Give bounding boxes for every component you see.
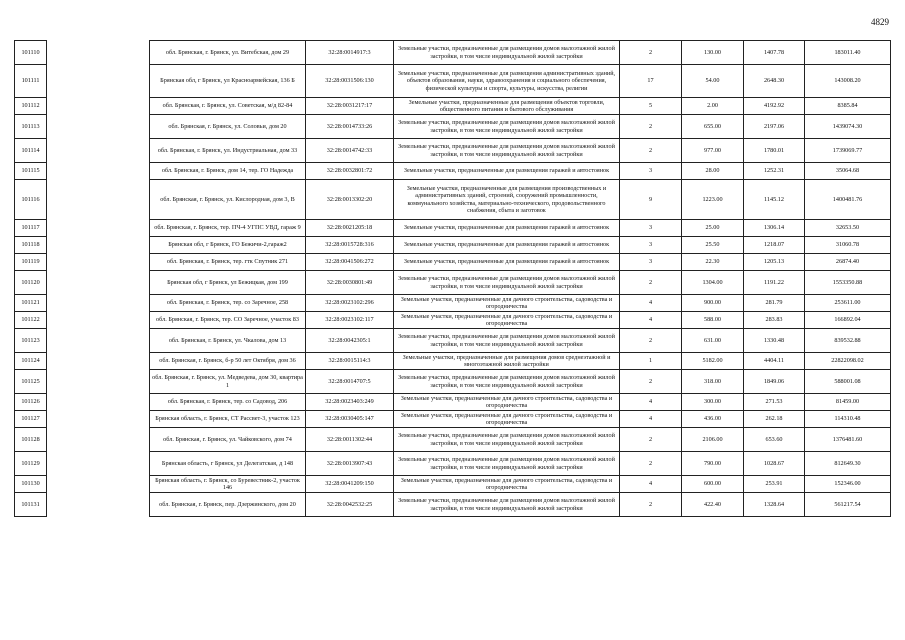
cell-record-id: 101128 — [15, 428, 47, 452]
cell-group: 2 — [620, 139, 682, 163]
cell-cadastral-value: 31060.78 — [805, 237, 891, 254]
table-row — [15, 394, 891, 411]
cell-specific-value: 2197.06 — [744, 115, 805, 139]
cell-area: 130.00 — [682, 41, 744, 65]
cell-specific-value: 1407.78 — [744, 41, 805, 65]
cell-spacer — [47, 452, 150, 476]
table-row — [15, 139, 891, 163]
cell-spacer — [47, 411, 150, 428]
cell-cadastral-number: 32:28:0023102:117 — [306, 312, 394, 329]
cell-land-use: Земельные участки, предназначенные для дачного строительства, садоводства и огородничества — [394, 394, 620, 411]
cell-specific-value: 1780.01 — [744, 139, 805, 163]
cell-spacer — [47, 163, 150, 180]
cell-record-id: 101129 — [15, 452, 47, 476]
cell-address: обл. Брянская, г. Брянск, тер. со Заречное, 258 — [150, 295, 306, 312]
cell-cadastral-number: 32:28:0042532:25 — [306, 493, 394, 517]
cell-land-use: Земельные участки, предназначенные для размещения домов малоэтажной жилой застройки, в том числе индивидуальной жилой застройки — [394, 493, 620, 517]
cell-group: 2 — [620, 329, 682, 353]
cell-record-id: 101131 — [15, 493, 47, 517]
cell-group: 4 — [620, 295, 682, 312]
cell-area: 22.30 — [682, 254, 744, 271]
cell-specific-value: 1145.12 — [744, 180, 805, 220]
cell-address: обл. Брянская, г. Брянск, ул. Чайковского, дом 74 — [150, 428, 306, 452]
cell-specific-value: 1028.67 — [744, 452, 805, 476]
cell-cadastral-number: 32:28:0041506:272 — [306, 254, 394, 271]
cell-record-id: 101113 — [15, 115, 47, 139]
cell-cadastral-number: 32:28:0031506:130 — [306, 65, 394, 98]
cell-spacer — [47, 254, 150, 271]
cell-land-use: Земельные участки, предназначенные для размещения домов малоэтажной жилой застройки, в том числе индивидуальной жилой застройки — [394, 139, 620, 163]
cell-specific-value: 2648.30 — [744, 65, 805, 98]
cell-group: 3 — [620, 163, 682, 180]
cell-group: 3 — [620, 254, 682, 271]
cell-address: обл. Брянская, г. Брянск, ул. Советская, м/д 82-84 — [150, 98, 306, 115]
cell-specific-value: 1306.14 — [744, 220, 805, 237]
cell-spacer — [47, 115, 150, 139]
cell-group: 2 — [620, 271, 682, 295]
cell-land-use: Земельные участки, предназначенные для размещения домов малоэтажной жилой застройки, в том числе индивидуальной жилой застройки — [394, 271, 620, 295]
cell-address: Брянская область, г. Брянск, СТ Рассвет-3, участок 123 — [150, 411, 306, 428]
cell-cadastral-value: 588001.08 — [805, 370, 891, 394]
cell-specific-value: 1849.06 — [744, 370, 805, 394]
cell-spacer — [47, 220, 150, 237]
table-row — [15, 237, 891, 254]
cell-specific-value: 4192.92 — [744, 98, 805, 115]
cell-land-use: Земельные участки, предназначенные для дачного строительства, садоводства и огородничества — [394, 411, 620, 428]
cell-area: 25.50 — [682, 237, 744, 254]
cell-area: 54.00 — [682, 65, 744, 98]
cell-record-id: 101111 — [15, 65, 47, 98]
cell-cadastral-number: 32:28:0023403:249 — [306, 394, 394, 411]
cell-address: обл. Брянская, г. Брянск, тер. СО Заречное, участок 83 — [150, 312, 306, 329]
table-row — [15, 65, 891, 98]
cell-cadastral-value: 32653.50 — [805, 220, 891, 237]
cell-specific-value: 1330.48 — [744, 329, 805, 353]
cell-group: 4 — [620, 411, 682, 428]
cell-spacer — [47, 493, 150, 517]
cell-group: 2 — [620, 428, 682, 452]
cell-record-id: 101118 — [15, 237, 47, 254]
cell-address: Брянская область, г Брянск, ул Делегатская, д 148 — [150, 452, 306, 476]
table-row — [15, 452, 891, 476]
cell-address: обл. Брянская, г. Брянск, ул. Чкалова, дом 13 — [150, 329, 306, 353]
cell-land-use: Земельные участки, предназначенные для размещения административных зданий, объектов образования, науки, здравоохранения и социального обеспечения, физической культуры и спорта, культуры, искусства, религии — [394, 65, 620, 98]
cell-group: 3 — [620, 220, 682, 237]
cell-cadastral-number: 32:28:0014733:26 — [306, 115, 394, 139]
cell-area: 300.00 — [682, 394, 744, 411]
cell-group: 2 — [620, 452, 682, 476]
cell-group: 2 — [620, 115, 682, 139]
cell-specific-value: 262.18 — [744, 411, 805, 428]
cell-area: 318.00 — [682, 370, 744, 394]
table-row — [15, 428, 891, 452]
cell-spacer — [47, 180, 150, 220]
cell-group: 3 — [620, 237, 682, 254]
cell-group: 4 — [620, 394, 682, 411]
cell-area: 900.00 — [682, 295, 744, 312]
cell-land-use: Земельные участки, предназначенные для размещения домов малоэтажной жилой застройки, в том числе индивидуальной жилой застройки — [394, 329, 620, 353]
table-row — [15, 254, 891, 271]
cell-land-use: Земельные участки, предназначенные для размещения объектов торговли, общественного питания и бытового обслуживания — [394, 98, 620, 115]
cell-specific-value: 1191.22 — [744, 271, 805, 295]
cell-record-id: 101119 — [15, 254, 47, 271]
cell-record-id: 101110 — [15, 41, 47, 65]
cell-record-id: 101112 — [15, 98, 47, 115]
cell-cadastral-number: 32:28:0030801:49 — [306, 271, 394, 295]
cell-cadastral-value: 81459.00 — [805, 394, 891, 411]
cell-cadastral-number: 32:28:0014742:33 — [306, 139, 394, 163]
cell-area: 422.40 — [682, 493, 744, 517]
cell-specific-value: 1218.07 — [744, 237, 805, 254]
cell-cadastral-value: 166892.04 — [805, 312, 891, 329]
cell-cadastral-number: 32:28:0014707:5 — [306, 370, 394, 394]
cell-cadastral-value: 1376481.60 — [805, 428, 891, 452]
cell-land-use: Земельные участки, предназначенные для размещения производственных и административных зданий, строений, сооружений промышленности, коммунального хозяйства, материально-технического, продовольственного снабжения, сбыта и заготовок — [394, 180, 620, 220]
cadastral-value-table — [14, 40, 891, 517]
cell-cadastral-number: 32:28:0013907:43 — [306, 452, 394, 476]
cell-specific-value: 1328.64 — [744, 493, 805, 517]
cell-record-id: 101126 — [15, 394, 47, 411]
cell-cadastral-number: 32:28:0042305:1 — [306, 329, 394, 353]
cell-address: Брянская обл, г Брянск, ГО Бежичи-2,гараж2 — [150, 237, 306, 254]
cell-cadastral-value: 561217.54 — [805, 493, 891, 517]
cell-specific-value: 253.91 — [744, 476, 805, 493]
cell-specific-value: 283.83 — [744, 312, 805, 329]
cell-spacer — [47, 394, 150, 411]
cell-area: 600.00 — [682, 476, 744, 493]
cell-cadastral-value: 253611.00 — [805, 295, 891, 312]
cell-address: обл. Брянская, г. Брянск, ул. Витебская, дом 29 — [150, 41, 306, 65]
table-row — [15, 220, 891, 237]
cell-area: 2106.00 — [682, 428, 744, 452]
cell-area: 655.00 — [682, 115, 744, 139]
cell-record-id: 101127 — [15, 411, 47, 428]
cell-cadastral-value: 839532.88 — [805, 329, 891, 353]
cell-group: 5 — [620, 98, 682, 115]
cell-group: 1 — [620, 353, 682, 370]
cell-spacer — [47, 237, 150, 254]
cell-address: обл. Брянская, г. Брянск, ул. Медведева, дом 30, квартира 1 — [150, 370, 306, 394]
cell-cadastral-value: 114310.48 — [805, 411, 891, 428]
cell-cadastral-number: 32:28:0021205:18 — [306, 220, 394, 237]
cell-cadastral-number: 32:28:0023102:296 — [306, 295, 394, 312]
table-row — [15, 98, 891, 115]
cell-address: обл. Брянская, г. Брянск, ул. Кислородная, дом 3, В — [150, 180, 306, 220]
cell-cadastral-number: 32:28:0014917:3 — [306, 41, 394, 65]
cell-area: 28.00 — [682, 163, 744, 180]
table-row — [15, 115, 891, 139]
table-row — [15, 329, 891, 353]
table-row — [15, 271, 891, 295]
cell-cadastral-value: 1739069.77 — [805, 139, 891, 163]
cell-land-use: Земельные участки, предназначенные для размещения домов малоэтажной жилой застройки, в том числе индивидуальной жилой застройки — [394, 428, 620, 452]
cell-area: 436.00 — [682, 411, 744, 428]
cell-cadastral-number: 32:28:0031217:17 — [306, 98, 394, 115]
cell-record-id: 101121 — [15, 295, 47, 312]
cell-spacer — [47, 312, 150, 329]
cell-specific-value: 653.60 — [744, 428, 805, 452]
cell-area: 25.00 — [682, 220, 744, 237]
cell-area: 588.00 — [682, 312, 744, 329]
cell-address: обл. Брянская, г. Брянск, ул. Индустриальная, дом 33 — [150, 139, 306, 163]
cell-group: 2 — [620, 41, 682, 65]
cell-address: обл. Брянская, г. Брянск, ул. Соловьи, дом 20 — [150, 115, 306, 139]
cell-area: 1223.00 — [682, 180, 744, 220]
cell-land-use: Земельные участки, предназначенные для размещения гаражей и автостоянок — [394, 220, 620, 237]
cell-area: 977.00 — [682, 139, 744, 163]
cell-spacer — [47, 476, 150, 493]
cell-address: Брянская обл, г Брянск, ул Бежицкая, дом 199 — [150, 271, 306, 295]
cell-cadastral-value: 35064.68 — [805, 163, 891, 180]
cell-spacer — [47, 353, 150, 370]
cell-land-use: Земельные участки, предназначенные для дачного строительства, садоводства и огородничества — [394, 312, 620, 329]
cell-record-id: 101130 — [15, 476, 47, 493]
cell-cadastral-value: 1439074.30 — [805, 115, 891, 139]
cell-specific-value: 4404.11 — [744, 353, 805, 370]
cell-record-id: 101116 — [15, 180, 47, 220]
cell-group: 9 — [620, 180, 682, 220]
cell-land-use: Земельные участки, предназначенные для размещения гаражей и автостоянок — [394, 237, 620, 254]
cell-record-id: 101117 — [15, 220, 47, 237]
table-row — [15, 353, 891, 370]
cell-record-id: 101125 — [15, 370, 47, 394]
cell-record-id: 101115 — [15, 163, 47, 180]
cell-spacer — [47, 428, 150, 452]
cell-cadastral-number: 32:28:0013302:20 — [306, 180, 394, 220]
cell-area: 790.00 — [682, 452, 744, 476]
cell-address: обл. Брянская, г. Брянск, тер. ПЧ-4 УГПС УВД, гараж 9 — [150, 220, 306, 237]
cell-cadastral-value: 26874.40 — [805, 254, 891, 271]
table-row — [15, 312, 891, 329]
cell-specific-value: 281.79 — [744, 295, 805, 312]
cell-spacer — [47, 65, 150, 98]
cell-land-use: Земельные участки, предназначенные для размещения домов малоэтажной жилой застройки, в том числе индивидуальной жилой застройки — [394, 41, 620, 65]
cell-cadastral-value: 183011.40 — [805, 41, 891, 65]
cell-cadastral-value: 143008.20 — [805, 65, 891, 98]
cell-cadastral-value: 152346.00 — [805, 476, 891, 493]
cell-address: Брянская обл, г Брянск, ул Красноармейская, 136 Б — [150, 65, 306, 98]
cell-land-use: Земельные участки, предназначенные для размещения гаражей и автостоянок — [394, 163, 620, 180]
cell-address: обл. Брянская, г. Брянск, тер. со Садовод, 206 — [150, 394, 306, 411]
cell-address: обл. Брянская, г. Брянск, тер. гтк Спутник 271 — [150, 254, 306, 271]
cell-land-use: Земельные участки, предназначенные для дачного строительства, садоводства и огородничества — [394, 476, 620, 493]
table-row — [15, 493, 891, 517]
table-row — [15, 295, 891, 312]
cell-specific-value: 1252.31 — [744, 163, 805, 180]
cell-record-id: 101124 — [15, 353, 47, 370]
cell-cadastral-value: 8385.84 — [805, 98, 891, 115]
cell-group: 2 — [620, 370, 682, 394]
cell-specific-value: 1205.13 — [744, 254, 805, 271]
cell-address: Брянская область, г. Брянск, со Буревестник-2, участок 146 — [150, 476, 306, 493]
cell-cadastral-value: 22822098.02 — [805, 353, 891, 370]
cell-cadastral-number: 32:28:0030405:147 — [306, 411, 394, 428]
cell-area: 2.00 — [682, 98, 744, 115]
cell-cadastral-number: 32:28:0011302:44 — [306, 428, 394, 452]
cell-spacer — [47, 370, 150, 394]
cell-group: 17 — [620, 65, 682, 98]
cell-record-id: 101114 — [15, 139, 47, 163]
table-body — [15, 41, 891, 517]
cell-cadastral-number: 32:28:0015728:316 — [306, 237, 394, 254]
cell-spacer — [47, 329, 150, 353]
cell-cadastral-number: 32:28:0032801:72 — [306, 163, 394, 180]
cell-group: 4 — [620, 476, 682, 493]
cell-spacer — [47, 139, 150, 163]
cell-specific-value: 271.53 — [744, 394, 805, 411]
cell-record-id: 101122 — [15, 312, 47, 329]
cell-cadastral-value: 1553350.88 — [805, 271, 891, 295]
cell-land-use: Земельные участки, предназначенные для размещения домов среднеэтажной и многоэтажной жилой застройки — [394, 353, 620, 370]
table-row — [15, 370, 891, 394]
cell-group: 2 — [620, 493, 682, 517]
table-row — [15, 41, 891, 65]
table-row — [15, 180, 891, 220]
cell-area: 1304.00 — [682, 271, 744, 295]
cell-record-id: 101123 — [15, 329, 47, 353]
cell-address: обл. Брянская, г. Брянск, пер. Дзержинского, дом 20 — [150, 493, 306, 517]
table-row — [15, 163, 891, 180]
cell-land-use: Земельные участки, предназначенные для дачного строительства, садоводства и огородничества — [394, 295, 620, 312]
cell-area: 631.00 — [682, 329, 744, 353]
cell-spacer — [47, 98, 150, 115]
cell-cadastral-number: 32:28:0041209:150 — [306, 476, 394, 493]
page-number: 4829 — [871, 17, 889, 27]
table-row — [15, 411, 891, 428]
cell-address: обл. Брянская, г. Брянск, б-р 50 лет Октября, дом 36 — [150, 353, 306, 370]
cell-cadastral-value: 1400481.76 — [805, 180, 891, 220]
cell-spacer — [47, 41, 150, 65]
cell-land-use: Земельные участки, предназначенные для размещения домов малоэтажной жилой застройки, в том числе индивидуальной жилой застройки — [394, 370, 620, 394]
cell-land-use: Земельные участки, предназначенные для размещения гаражей и автостоянок — [394, 254, 620, 271]
cell-spacer — [47, 295, 150, 312]
cell-cadastral-number: 32:28:0015114:3 — [306, 353, 394, 370]
cell-spacer — [47, 271, 150, 295]
cell-area: 5182.00 — [682, 353, 744, 370]
cell-group: 4 — [620, 312, 682, 329]
cell-record-id: 101120 — [15, 271, 47, 295]
table-row — [15, 476, 891, 493]
cell-cadastral-value: 812649.30 — [805, 452, 891, 476]
cell-land-use: Земельные участки, предназначенные для размещения домов малоэтажной жилой застройки, в том числе индивидуальной жилой застройки — [394, 115, 620, 139]
cell-land-use: Земельные участки, предназначенные для размещения домов малоэтажной жилой застройки, в том числе индивидуальной жилой застройки — [394, 452, 620, 476]
cell-address: обл. Брянская, г. Брянск, дом 14, тер. ГО Надежда — [150, 163, 306, 180]
